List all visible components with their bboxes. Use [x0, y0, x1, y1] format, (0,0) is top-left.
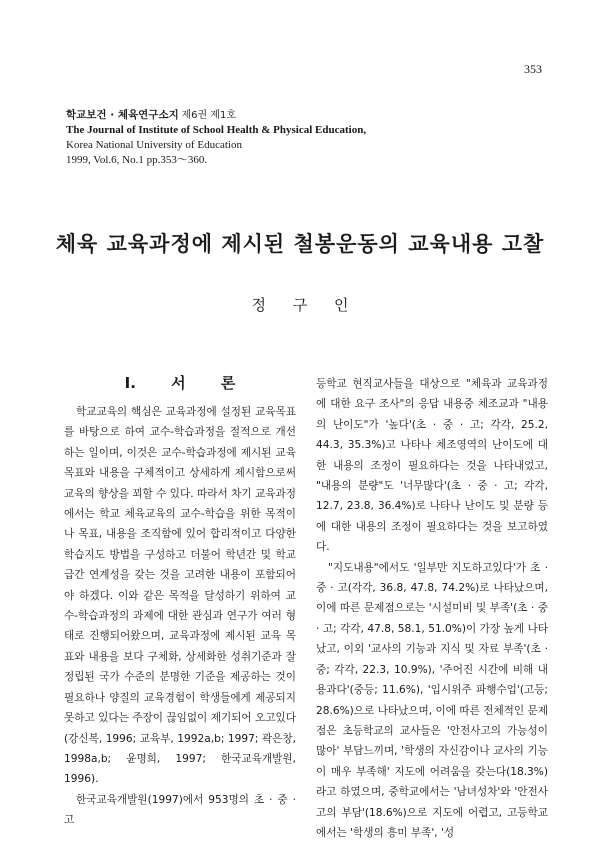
- section-heading: Ⅰ. 서 론: [124, 374, 236, 392]
- journal-name-en: The Journal of Institute of School Health & Physical Education,: [66, 124, 367, 136]
- author-name: 정 구 인: [251, 296, 349, 314]
- intro-paragraph-3: "지도내용"에서도 '일부만 지도하고있다'가 초 · 중 · 고(각각, 36.8, 47.8, 74.2%)로 나타났으며, 이에 따른 문제점으로는 '시설미비 및 부족'(초 · 중 · 고; 각각, 47.8, 58.1, 51.0%)이 가장 높게 나타났고, 이외 '교사의 기능과 지식 및 자료 부족'(초 · 중; 각각, 22.3, 10.9%), '주어진 시간에 비해 내용과다'(중등; 11.6%), '입시위주 파행수업'(고등; 28.6%)으로 나타났으며, 이에 따른 전체적인 문제점은 초등학교의 교사들은 '안전사고의 가능성이 많아' 부담느끼며, '학생의 자신감이나 교사의 기능이 매우 부족해' 지도에 어려움을 갖는다(18.3%)라고 하였으며, 중학교에서는 '남녀성차'와 '안전사고의 부담'(18.6%)으로 지도에 어렵고, 고등학교에서는 '학생의 흥미 부족', '성: [316, 561, 548, 839]
- intro-paragraph-2-cont: 등학교 현직교사들을 대상으로 "체육과 교육과정에 대한 요구 조사"의 응답 내용중 체조교과 "내용의 난이도"가 '높다'(초 · 중 · 고; 각각, 25.2, 44.3, 35.3%)고 나타나 체조영역의 난이도에 대한 내용의 조정이 필요하다는 것을 나타내었고, "내용의 분량"도 '너무많다'(초 · 중 · 고; 각각, 12.7, 23.8, 36.4%)로 나타나 난이도 및 분량 등에 대한 내용의 조정이 필요하다는 것을 보고하였다.: [316, 378, 548, 554]
- journal-info: [66, 108, 366, 168]
- journal-volume-kr: 제6권 제1호: [181, 110, 237, 121]
- journal-citation: 1999, Vol.6, No.1 pp.353～360.: [66, 154, 208, 166]
- paper-title: 체육 교육과정에 제시된 철봉운동의 교육내용 고찰: [55, 232, 545, 256]
- intro-paragraph-1: 학교교육의 핵심은 교육과정에 설정된 교육목표를 바탕으로 하여 교수-학습과정을 절적으로 개선하는 일이며, 이것은 교수-학습과정에 제시된 교육목표와 내용을 구체적이고 상세하게 제시함으로써 교육의 향상을 꾀할 수 있다. 따라서 차기 교육과정에서는 학교 체육교육의 교수-학습을 위한 목적이나 목표, 내용을 조직함에 있어 합리적이고 다양한 학습지도 방법을 구성하고 더불어 학년간 및 학교급간 연계성을 갖는 것을 고려한 내용이 포함되어야 하겠다. 이와 같은 목적을 달성하기 위하여 교수-학습과정의 과제에 대한 관심과 연구가 여러 형태로 진행되어왔으며, 교육과정에 제시된 교육 목표와 내용을 보다 구체화, 상세화한 성취기준과 잘 정립된 국가 수준의 분명한 기준을 제공하는 것이 필요하나 양질의 교육경험이 학생들에게 제공되지 못하고 있다는 주장이 끊임없이 제기되어 오고있다(강신복, 1996; 교육부, 1992a,b; 1997; 곽은창, 1998a,b; 윤명희, 1997; 한국교육개발원, 1996).: [64, 406, 296, 786]
- right-column: [316, 374, 548, 843]
- journal-line-kr: [66, 108, 366, 123]
- journal-name-kr: 학교보건 · 체육연구소지: [66, 109, 179, 121]
- page-number: 353: [524, 62, 542, 76]
- left-column: [64, 374, 296, 831]
- intro-paragraph-2: 한국교육개발원(1997)에서 953명의 초 · 중 · 고: [64, 793, 296, 827]
- journal-institution: Korea National University of Education: [66, 139, 242, 151]
